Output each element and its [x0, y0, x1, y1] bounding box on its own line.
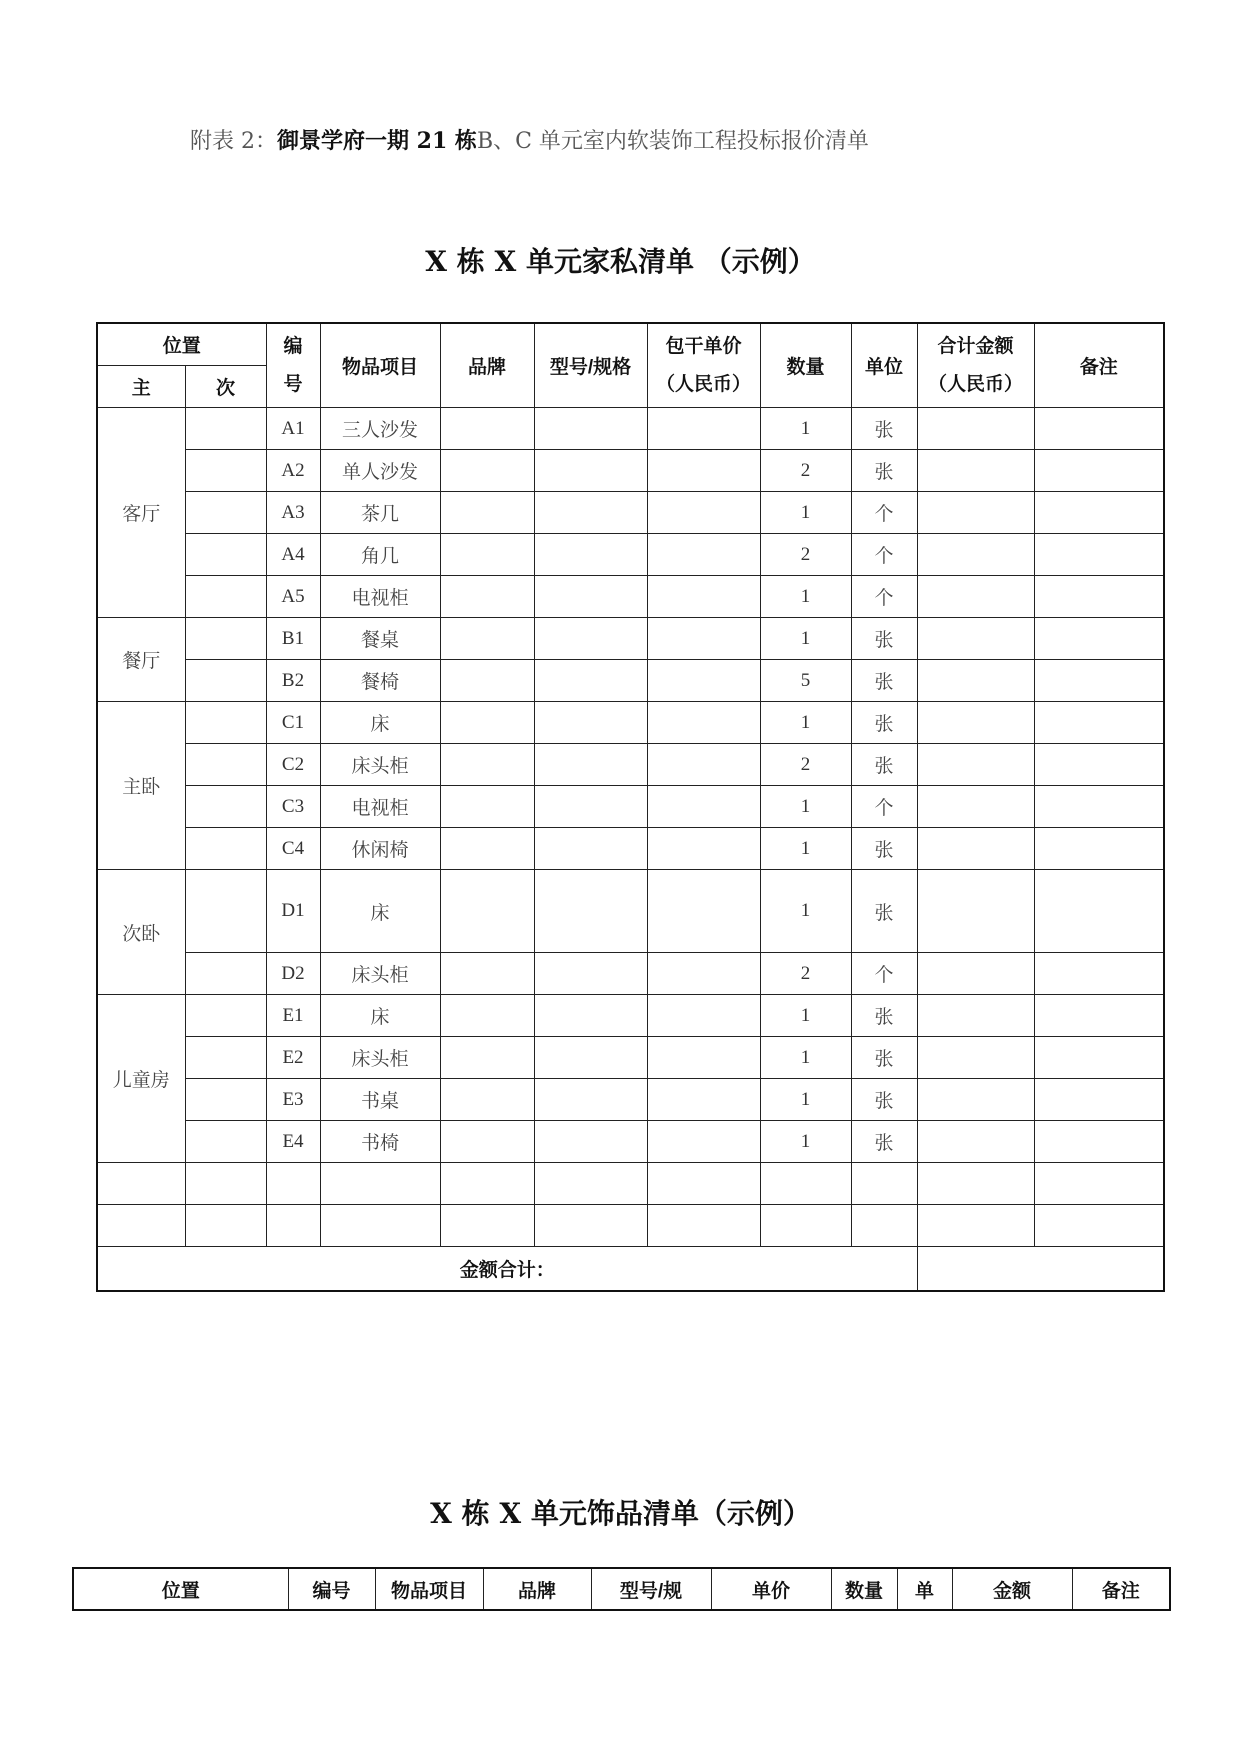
unit-cell: 张: [851, 1037, 917, 1079]
brand-cell: [440, 534, 534, 576]
decor-header-cell: 型号/规: [591, 1568, 711, 1610]
cell: [185, 1205, 266, 1247]
sub-location-cell: [185, 786, 266, 828]
header-unit-price-line1: 包干单价: [665, 335, 742, 357]
remarks-cell: [1034, 534, 1164, 576]
unit-cell: 个: [851, 576, 917, 618]
model-cell: [534, 870, 647, 953]
header-location: 位置: [97, 323, 266, 366]
remarks-cell: [1034, 828, 1164, 870]
model-cell: [534, 953, 647, 995]
empty-row: [97, 1205, 1164, 1247]
sub-location-cell: [185, 492, 266, 534]
sub-location-cell: [185, 1121, 266, 1163]
table-row: [97, 702, 1164, 744]
cell: [266, 1205, 320, 1247]
decor-header-cell: 备注: [1072, 1568, 1170, 1610]
table-row: [97, 828, 1164, 870]
unit-price-cell: [647, 576, 760, 618]
table-row: [97, 408, 1164, 450]
table-row: [97, 660, 1164, 702]
table-row: [97, 786, 1164, 828]
remarks-cell: [1034, 744, 1164, 786]
remarks-cell: [1034, 1037, 1164, 1079]
header-unit: 单位: [851, 323, 917, 408]
table-row: [97, 492, 1164, 534]
table-row: [97, 1121, 1164, 1163]
unit-cell: 个: [851, 534, 917, 576]
item-name-cell: 床头柜: [320, 953, 440, 995]
unit-price-cell: [647, 534, 760, 576]
document-caption: [190, 124, 869, 155]
room-cell: 主卧: [97, 702, 185, 870]
quantity-cell: 2: [760, 744, 851, 786]
quantity-cell: 5: [760, 660, 851, 702]
total-amount-cell: [917, 1247, 1164, 1292]
unit-price-cell: [647, 1037, 760, 1079]
brand-cell: [440, 786, 534, 828]
quantity-cell: 1: [760, 828, 851, 870]
quantity-cell: 1: [760, 870, 851, 953]
unit-cell: 张: [851, 870, 917, 953]
item-name-cell: 单人沙发: [320, 450, 440, 492]
sub-location-cell: [185, 534, 266, 576]
unit-cell: 个: [851, 953, 917, 995]
model-cell: [534, 534, 647, 576]
model-cell: [534, 660, 647, 702]
sub-location-cell: [185, 408, 266, 450]
item-name-cell: 床头柜: [320, 1037, 440, 1079]
cell: [647, 1163, 760, 1205]
cell: [917, 1163, 1034, 1205]
cell: [534, 1163, 647, 1205]
item-name-cell: 餐椅: [320, 660, 440, 702]
quantity-cell: 2: [760, 450, 851, 492]
unit-cell: 张: [851, 702, 917, 744]
unit-cell: 张: [851, 744, 917, 786]
unit-price-cell: [647, 995, 760, 1037]
table-row: [97, 953, 1164, 995]
brand-cell: [440, 702, 534, 744]
sub-location-cell: [185, 870, 266, 953]
brand-cell: [440, 450, 534, 492]
total-cell: [917, 660, 1034, 702]
caption-prefix: 附表 2：: [190, 129, 277, 154]
quantity-cell: 1: [760, 702, 851, 744]
total-row: [97, 1247, 1164, 1292]
decor-header-cell: 金额: [952, 1568, 1072, 1610]
quantity-cell: 2: [760, 534, 851, 576]
item-name-cell: 休闲椅: [320, 828, 440, 870]
decor-header-cell: 单: [897, 1568, 952, 1610]
room-cell: 次卧: [97, 870, 185, 995]
table-row: [97, 576, 1164, 618]
brand-cell: [440, 870, 534, 953]
cell: [760, 1163, 851, 1205]
sub-location-cell: [185, 660, 266, 702]
item-name-cell: 床头柜: [320, 744, 440, 786]
code-cell: C3: [266, 786, 320, 828]
header-quantity: 数量: [760, 323, 851, 408]
remarks-cell: [1034, 492, 1164, 534]
table-row: [97, 870, 1164, 953]
sub-location-cell: [185, 618, 266, 660]
unit-cell: 个: [851, 492, 917, 534]
unit-price-cell: [647, 450, 760, 492]
cell: [97, 1205, 185, 1247]
total-cell: [917, 408, 1034, 450]
sub-location-cell: [185, 1079, 266, 1121]
header-item: 物品项目: [320, 323, 440, 408]
unit-price-cell: [647, 618, 760, 660]
header-unit-price-line2: （人民币）: [656, 373, 752, 395]
remarks-cell: [1034, 995, 1164, 1037]
brand-cell: [440, 1121, 534, 1163]
cell: [320, 1163, 440, 1205]
total-cell: [917, 1121, 1034, 1163]
room-cell: 餐厅: [97, 618, 185, 702]
model-cell: [534, 408, 647, 450]
item-name-cell: 电视柜: [320, 786, 440, 828]
cell: [440, 1205, 534, 1247]
unit-cell: 张: [851, 1079, 917, 1121]
code-cell: A1: [266, 408, 320, 450]
header-brand: 品牌: [440, 323, 534, 408]
code-cell: E2: [266, 1037, 320, 1079]
model-cell: [534, 1079, 647, 1121]
unit-cell: 张: [851, 450, 917, 492]
decor-header-cell: 单价: [711, 1568, 831, 1610]
cell: [1034, 1205, 1164, 1247]
quantity-cell: 1: [760, 1037, 851, 1079]
unit-price-cell: [647, 870, 760, 953]
table-row: [97, 1037, 1164, 1079]
unit-cell: 个: [851, 786, 917, 828]
unit-cell: 张: [851, 995, 917, 1037]
unit-price-cell: [647, 408, 760, 450]
quantity-cell: 1: [760, 995, 851, 1037]
quantity-cell: 1: [760, 408, 851, 450]
brand-cell: [440, 408, 534, 450]
header-total: [917, 323, 1034, 408]
brand-cell: [440, 1079, 534, 1121]
header-unit-price: [647, 323, 760, 408]
decor-header-cell: 数量: [831, 1568, 897, 1610]
table-row: [97, 450, 1164, 492]
model-cell: [534, 492, 647, 534]
code-cell: E1: [266, 995, 320, 1037]
code-cell: E4: [266, 1121, 320, 1163]
total-label: 金额合计：: [97, 1247, 917, 1292]
cell: [760, 1205, 851, 1247]
remarks-cell: [1034, 786, 1164, 828]
cell: [320, 1205, 440, 1247]
unit-price-cell: [647, 492, 760, 534]
empty-row: [97, 1163, 1164, 1205]
brand-cell: [440, 660, 534, 702]
model-cell: [534, 618, 647, 660]
model-cell: [534, 702, 647, 744]
unit-price-cell: [647, 786, 760, 828]
cell: [440, 1163, 534, 1205]
unit-price-cell: [647, 1079, 760, 1121]
unit-price-cell: [647, 744, 760, 786]
room-cell: 客厅: [97, 408, 185, 618]
remarks-cell: [1034, 450, 1164, 492]
item-name-cell: 床: [320, 995, 440, 1037]
quantity-cell: 1: [760, 1079, 851, 1121]
header-code: [266, 323, 320, 408]
table-row: [97, 618, 1164, 660]
quantity-cell: 1: [760, 1121, 851, 1163]
unit-cell: 张: [851, 408, 917, 450]
item-name-cell: 茶几: [320, 492, 440, 534]
cell: [647, 1205, 760, 1247]
code-cell: C2: [266, 744, 320, 786]
remarks-cell: [1034, 408, 1164, 450]
quantity-cell: 1: [760, 618, 851, 660]
header-main: 主: [97, 366, 185, 408]
code-cell: B1: [266, 618, 320, 660]
item-name-cell: 角几: [320, 534, 440, 576]
brand-cell: [440, 618, 534, 660]
code-cell: D2: [266, 953, 320, 995]
quantity-cell: 1: [760, 492, 851, 534]
model-cell: [534, 786, 647, 828]
total-cell: [917, 1037, 1034, 1079]
model-cell: [534, 995, 647, 1037]
brand-cell: [440, 1037, 534, 1079]
total-cell: [917, 786, 1034, 828]
remarks-cell: [1034, 1121, 1164, 1163]
unit-price-cell: [647, 1121, 760, 1163]
code-cell: B2: [266, 660, 320, 702]
decor-list-title: X 栋 X 单元饰品清单（示例）: [430, 1497, 811, 1530]
sub-location-cell: [185, 1037, 266, 1079]
code-cell: C4: [266, 828, 320, 870]
quantity-cell: 1: [760, 576, 851, 618]
quantity-cell: 2: [760, 953, 851, 995]
table-row: [97, 534, 1164, 576]
header-code-line1: 编: [283, 335, 303, 357]
remarks-cell: [1034, 618, 1164, 660]
cell: [266, 1163, 320, 1205]
header-code-line2: 号: [283, 373, 303, 395]
brand-cell: [440, 576, 534, 618]
header-model: 型号/规格: [534, 323, 647, 408]
total-cell: [917, 492, 1034, 534]
total-cell: [917, 953, 1034, 995]
brand-cell: [440, 744, 534, 786]
decor-header-cell: 品牌: [483, 1568, 591, 1610]
furniture-table: [96, 322, 1165, 1292]
remarks-cell: [1034, 953, 1164, 995]
sub-location-cell: [185, 953, 266, 995]
decor-header-cell: 位置: [73, 1568, 288, 1610]
model-cell: [534, 1037, 647, 1079]
cell: [917, 1205, 1034, 1247]
decor-table: [72, 1567, 1171, 1611]
remarks-cell: [1034, 660, 1164, 702]
model-cell: [534, 450, 647, 492]
model-cell: [534, 1121, 647, 1163]
total-cell: [917, 450, 1034, 492]
header-remarks: 备注: [1034, 323, 1164, 408]
sub-location-cell: [185, 450, 266, 492]
furniture-list-title: X 栋 X 单元家私清单 （示例）: [425, 245, 816, 278]
code-cell: A4: [266, 534, 320, 576]
code-cell: C1: [266, 702, 320, 744]
remarks-cell: [1034, 870, 1164, 953]
item-name-cell: 餐桌: [320, 618, 440, 660]
cell: [851, 1163, 917, 1205]
item-name-cell: 电视柜: [320, 576, 440, 618]
code-cell: A2: [266, 450, 320, 492]
total-cell: [917, 828, 1034, 870]
brand-cell: [440, 492, 534, 534]
cell: [97, 1163, 185, 1205]
code-cell: D1: [266, 870, 320, 953]
table-row: [97, 995, 1164, 1037]
total-cell: [917, 870, 1034, 953]
cell: [185, 1163, 266, 1205]
model-cell: [534, 744, 647, 786]
caption-project-name: 御景学府一期 21 栋: [277, 128, 477, 154]
code-cell: A3: [266, 492, 320, 534]
model-cell: [534, 576, 647, 618]
remarks-cell: [1034, 576, 1164, 618]
total-cell: [917, 995, 1034, 1037]
total-cell: [917, 744, 1034, 786]
item-name-cell: 书椅: [320, 1121, 440, 1163]
header-total-line2: （人民币）: [928, 373, 1024, 395]
quantity-cell: 1: [760, 786, 851, 828]
remarks-cell: [1034, 702, 1164, 744]
item-name-cell: 床: [320, 870, 440, 953]
code-cell: A5: [266, 576, 320, 618]
total-cell: [917, 618, 1034, 660]
caption-suffix: B、C 单元室内软装饰工程投标报价清单: [476, 129, 869, 154]
unit-price-cell: [647, 953, 760, 995]
unit-price-cell: [647, 702, 760, 744]
unit-cell: 张: [851, 618, 917, 660]
item-name-cell: 三人沙发: [320, 408, 440, 450]
decor-header-row: [73, 1568, 1170, 1610]
cell: [851, 1205, 917, 1247]
sub-location-cell: [185, 995, 266, 1037]
brand-cell: [440, 995, 534, 1037]
table-row: [97, 1079, 1164, 1121]
total-cell: [917, 576, 1034, 618]
sub-location-cell: [185, 744, 266, 786]
header-sub: 次: [185, 366, 266, 408]
total-cell: [917, 702, 1034, 744]
cell: [1034, 1163, 1164, 1205]
cell: [534, 1205, 647, 1247]
room-cell: 儿童房: [97, 995, 185, 1163]
item-name-cell: 书桌: [320, 1079, 440, 1121]
sub-location-cell: [185, 702, 266, 744]
unit-price-cell: [647, 660, 760, 702]
unit-cell: 张: [851, 828, 917, 870]
code-cell: E3: [266, 1079, 320, 1121]
item-name-cell: 床: [320, 702, 440, 744]
model-cell: [534, 828, 647, 870]
total-cell: [917, 1079, 1034, 1121]
unit-cell: 张: [851, 660, 917, 702]
unit-cell: 张: [851, 1121, 917, 1163]
decor-header-cell: 物品项目: [375, 1568, 483, 1610]
remarks-cell: [1034, 1079, 1164, 1121]
sub-location-cell: [185, 576, 266, 618]
brand-cell: [440, 828, 534, 870]
sub-location-cell: [185, 828, 266, 870]
brand-cell: [440, 953, 534, 995]
decor-header-cell: 编号: [288, 1568, 375, 1610]
table-row: [97, 744, 1164, 786]
total-cell: [917, 534, 1034, 576]
unit-price-cell: [647, 828, 760, 870]
header-total-line1: 合计金额: [937, 335, 1014, 357]
